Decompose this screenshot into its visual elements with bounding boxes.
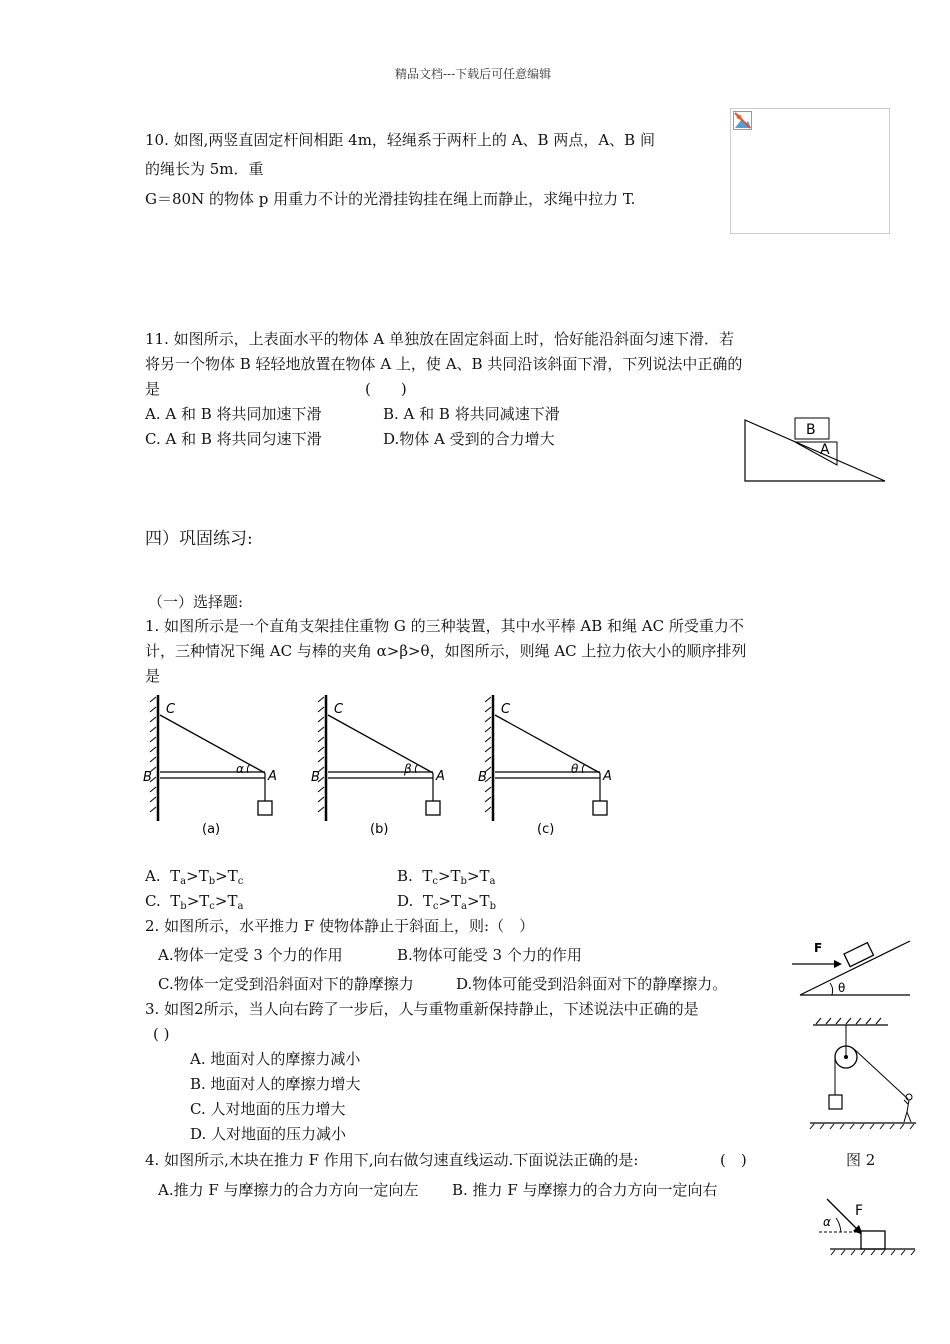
- p2-option-d: D.物体可能受到沿斜面对下的静摩擦力。: [456, 975, 728, 993]
- q11-option-a: A. A 和 B 将共同加速下滑: [145, 405, 322, 423]
- svg-text:F: F: [855, 1203, 864, 1219]
- p2-option-b: B.物体可能受 3 个力的作用: [397, 946, 582, 964]
- p4-line1: 4. 如图所示,木块在推力 F 作用下,向右做匀速直线运动.下面说法正确的是:: [145, 1151, 639, 1169]
- q11-option-d: D.物体 A 受到的合力增大: [383, 430, 555, 448]
- incline-blocks-figure: [745, 415, 890, 485]
- svg-text:B: B: [143, 770, 152, 785]
- q11-line2: 将另一个物体 B 轻轻地放置在物体 A 上，使 A、B 共同沿该斜面下滑，下列说法中正确的: [145, 355, 743, 373]
- svg-text:A: A: [603, 769, 612, 784]
- svg-text:θ: θ: [571, 762, 579, 776]
- p3-option-c: C. 人对地面的压力增大: [190, 1100, 346, 1118]
- pulley-person-figure: [808, 1015, 918, 1130]
- p2-option-c: C.物体一定受到沿斜面对下的静摩擦力: [158, 975, 414, 993]
- bracket-figure-a: [140, 693, 280, 843]
- q11-option-b: B. A 和 B 将共同减速下滑: [383, 405, 560, 423]
- q10-line2: 的绳长为 5m．重: [145, 160, 264, 178]
- q11-option-c: C. A 和 B 将共同匀速下滑: [145, 430, 322, 448]
- svg-text:F: F: [814, 941, 823, 955]
- page-header: 精品文档---下载后可任意编辑: [395, 67, 552, 81]
- bracket-figure-b: [308, 693, 448, 843]
- p4-answer-paren: ( ): [720, 1151, 747, 1169]
- p3-option-a: A. 地面对人的摩擦力减小: [190, 1050, 361, 1068]
- section-heading: 四）巩固练习:: [145, 529, 253, 549]
- p4-option-a: A.推力 F 与摩擦力的合力方向一定向左: [158, 1181, 419, 1199]
- p1-line1: 1. 如图所示是一个直角支架挂住重物 G 的三种装置，其中水平棒 AB 和绳 AC 所受重力不: [145, 617, 744, 635]
- p2-option-a: A.物体一定受 3 个力的作用: [158, 946, 343, 964]
- p3-line1: 3. 如图2所示，当人向右跨了一步后，人与重物重新保持静止，下述说法中正确的是: [145, 1000, 699, 1018]
- svg-text:α: α: [236, 762, 244, 776]
- broken-image-icon: [733, 111, 753, 131]
- horizontal-push-incline-figure: [790, 938, 915, 998]
- p1-option-a: A. $T_a>T_b>T_c$: [145, 867, 244, 887]
- svg-text:A: A: [268, 769, 277, 784]
- p1-line2: 计，三种情况下绳 AC 与棒的夹角 α>β>θ，如图所示，则绳 AC 上拉力依大小的顺序排列: [145, 642, 747, 660]
- p3-line2: ( ): [153, 1025, 170, 1043]
- q11-line3: 是: [145, 380, 161, 398]
- svg-text:θ: θ: [838, 981, 846, 995]
- q11-answer-paren: ( ): [365, 380, 407, 398]
- svg-text:β: β: [404, 762, 412, 776]
- svg-text:B: B: [478, 770, 487, 785]
- p3-figure-caption: 图 2: [846, 1151, 876, 1169]
- q10-line1: 10. 如图,两竖直固定杆间相距 4m，轻绳系于两杆上的 A、B 两点，A、B 间: [145, 131, 655, 149]
- p1-option-c: C. $T_b>T_c>T_a$: [145, 892, 244, 912]
- bracket-figure-c: [475, 693, 615, 843]
- svg-text:A: A: [436, 769, 445, 784]
- svg-text:B: B: [311, 770, 320, 785]
- p3-option-d: D. 人对地面的压力减小: [190, 1125, 347, 1143]
- block-a-label: A: [820, 442, 830, 458]
- svg-text:C: C: [501, 702, 511, 717]
- p1-option-b: B. $T_c>T_b>T_a$: [397, 867, 496, 887]
- svg-text:(c): (c): [537, 822, 555, 837]
- angled-push-block-figure: [815, 1193, 920, 1268]
- q11-line1: 11. 如图所示，上表面水平的物体 A 单独放在固定斜面上时，恰好能沿斜面匀速下滑．若: [145, 330, 734, 348]
- subsection-heading: （一）选择题:: [148, 593, 244, 611]
- block-b-label: B: [806, 422, 816, 438]
- svg-text:α: α: [823, 1215, 831, 1229]
- block-a-shape: [795, 442, 837, 465]
- p3-option-b: B. 地面对人的摩擦力增大: [190, 1075, 361, 1093]
- svg-text:(b): (b): [370, 822, 389, 837]
- svg-text:(a): (a): [202, 822, 221, 837]
- p1-option-d: D. $T_c>T_a>T_b$: [397, 892, 496, 912]
- q10-line3: G＝80N 的物体 p 用重力不计的光滑挂钩挂在绳上而静止，求绳中拉力 T.: [145, 190, 636, 208]
- p4-option-b: B. 推力 F 与摩擦力的合力方向一定向右: [452, 1181, 718, 1199]
- p1-line3: 是: [145, 667, 161, 685]
- svg-text:C: C: [334, 702, 344, 717]
- svg-text:C: C: [166, 702, 176, 717]
- q10-image-placeholder: [730, 108, 890, 234]
- p2-line1: 2. 如图所示，水平推力 F 使物体静止于斜面上，则:（ ）: [145, 917, 535, 935]
